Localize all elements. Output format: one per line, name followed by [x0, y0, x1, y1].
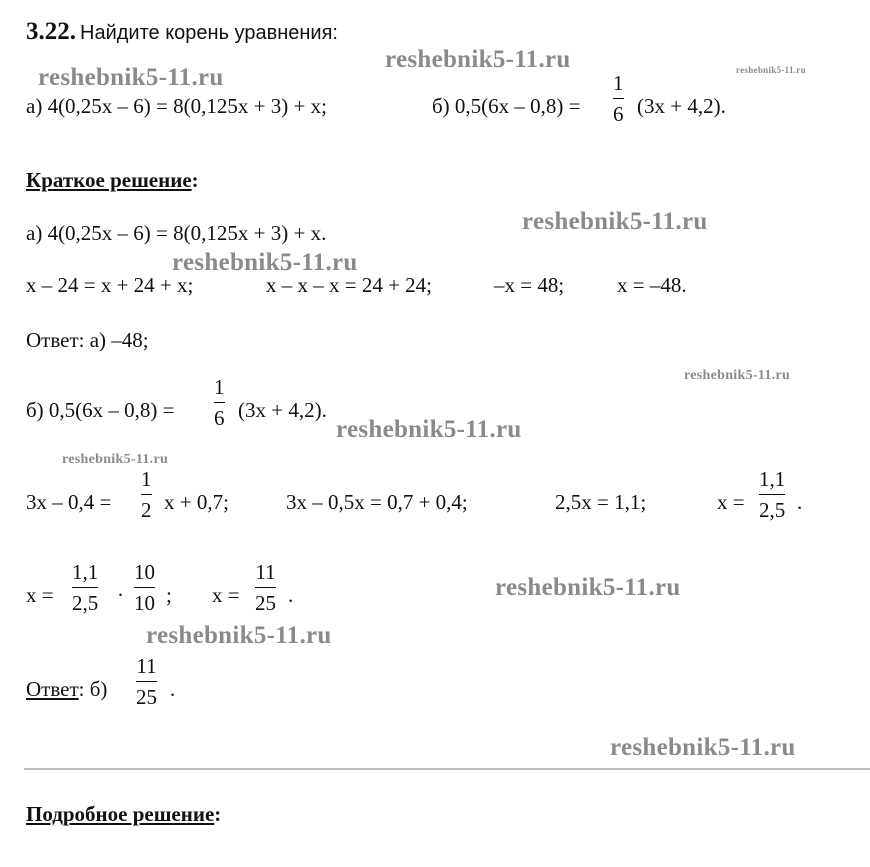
- solution-b-step5-fraction-2: [134, 561, 155, 615]
- fraction-numerator: 1,1: [72, 560, 99, 584]
- fraction-numerator: 1: [214, 375, 225, 399]
- solution-b-step6-end: .: [288, 583, 294, 607]
- fraction-numerator: 1: [613, 71, 624, 95]
- solution-b-step5-end: ;: [166, 583, 172, 607]
- watermark: reshebnik5-11.ru: [385, 46, 571, 73]
- watermark: reshebnik5-11.ru: [522, 208, 708, 235]
- solution-b-step5-dot: ·: [117, 583, 124, 607]
- solution-b-step5-fraction-1: [72, 561, 98, 615]
- task-equation-a: а) 4(0,25х – 6) = 8(0,125х + 3) + х;: [26, 94, 327, 118]
- fraction-denominator: 10: [134, 591, 155, 615]
- solution-b-step2: 3х – 0,5х = 0,7 + 0,4;: [286, 490, 468, 514]
- task-fraction: [613, 72, 624, 126]
- watermark: reshebnik5-11.ru: [736, 65, 806, 75]
- solution-a-equation: а) 4(0,25х – 6) = 8(0,125х + 3) + х.: [26, 221, 327, 245]
- heading-text: Подробное решение: [26, 802, 215, 826]
- fraction-denominator: 25: [136, 685, 157, 709]
- solution-b-suffix: (3х + 4,2).: [238, 398, 327, 422]
- fraction-denominator: 25: [255, 591, 276, 615]
- fraction-denominator: 6: [214, 406, 225, 430]
- watermark: reshebnik5-11.ru: [146, 622, 332, 649]
- solution-b-step1-right: х + 0,7;: [164, 490, 229, 514]
- answer-b: [26, 677, 107, 701]
- fraction-numerator: 1: [141, 467, 152, 491]
- fraction-bar: [759, 494, 785, 495]
- solution-b-step6-fraction: [255, 561, 276, 615]
- heading-colon: :: [214, 802, 222, 826]
- watermark: reshebnik5-11.ru: [62, 452, 169, 467]
- fraction-bar: [134, 587, 155, 588]
- solution-a-step-1: х – 24 = х + 24 + х;: [26, 273, 194, 297]
- solution-b-prefix: б) 0,5(6х – 0,8) =: [26, 398, 175, 422]
- fraction-denominator: 2,5: [72, 591, 99, 615]
- section-divider: [24, 768, 870, 770]
- solution-b-step5-left: х =: [26, 583, 54, 607]
- solution-b-step6-left: х =: [212, 583, 240, 607]
- fraction-numerator: 1,1: [759, 467, 786, 491]
- answer-a: Ответ: а) –48;: [26, 328, 149, 352]
- answer-b-end: .: [170, 677, 176, 701]
- fraction-denominator: 2: [141, 498, 152, 522]
- fraction-numerator: 11: [136, 654, 157, 678]
- solution-b-step1-fraction: [141, 468, 152, 522]
- solution-a-step-4: х = –48.: [617, 273, 687, 297]
- watermark: reshebnik5-11.ru: [610, 734, 796, 761]
- solution-b-step4-left: х =: [717, 490, 745, 514]
- solution-a-step-3: –х = 48;: [494, 273, 565, 297]
- fraction-numerator: 10: [134, 560, 155, 584]
- fraction-bar: [141, 494, 152, 495]
- detailed-solution-heading: [26, 802, 221, 826]
- task-number: 3.22.: [26, 18, 76, 45]
- watermark: reshebnik5-11.ru: [38, 64, 224, 91]
- solution-b-fraction: [214, 376, 225, 430]
- fraction-denominator: 6: [613, 102, 624, 126]
- task-equation-b-prefix: б) 0,5(6х – 0,8) =: [432, 94, 581, 118]
- task-header: [26, 18, 338, 46]
- solution-b-step4-end: .: [797, 490, 803, 514]
- fraction-numerator: 11: [255, 560, 276, 584]
- answer-b-fraction: [136, 655, 157, 709]
- answer-b-word: Ответ: [26, 677, 79, 701]
- heading-colon: :: [191, 168, 199, 192]
- solution-a-step-2: х – х – х = 24 + 24;: [266, 273, 433, 297]
- answer-b-rest: : б): [78, 677, 108, 701]
- task-equation-b-suffix: (3х + 4,2).: [637, 94, 726, 118]
- watermark: reshebnik5-11.ru: [684, 368, 791, 383]
- watermark: reshebnik5-11.ru: [172, 249, 358, 276]
- solution-b-step1-left: 3х – 0,4 =: [26, 490, 112, 514]
- fraction-bar: [136, 681, 157, 682]
- heading-text: Краткое решение: [26, 168, 192, 192]
- fraction-bar: [613, 98, 624, 99]
- fraction-bar: [214, 402, 225, 403]
- fraction-denominator: 2,5: [759, 498, 786, 522]
- task-text: Найдите корень уравнения:: [80, 22, 338, 44]
- watermark: reshebnik5-11.ru: [495, 574, 681, 601]
- solution-b-step3: 2,5х = 1,1;: [555, 490, 647, 514]
- solution-b-step4-fraction: [759, 468, 785, 522]
- fraction-bar: [255, 587, 276, 588]
- watermark: reshebnik5-11.ru: [336, 416, 522, 443]
- fraction-bar: [72, 587, 98, 588]
- short-solution-heading: [26, 168, 199, 192]
